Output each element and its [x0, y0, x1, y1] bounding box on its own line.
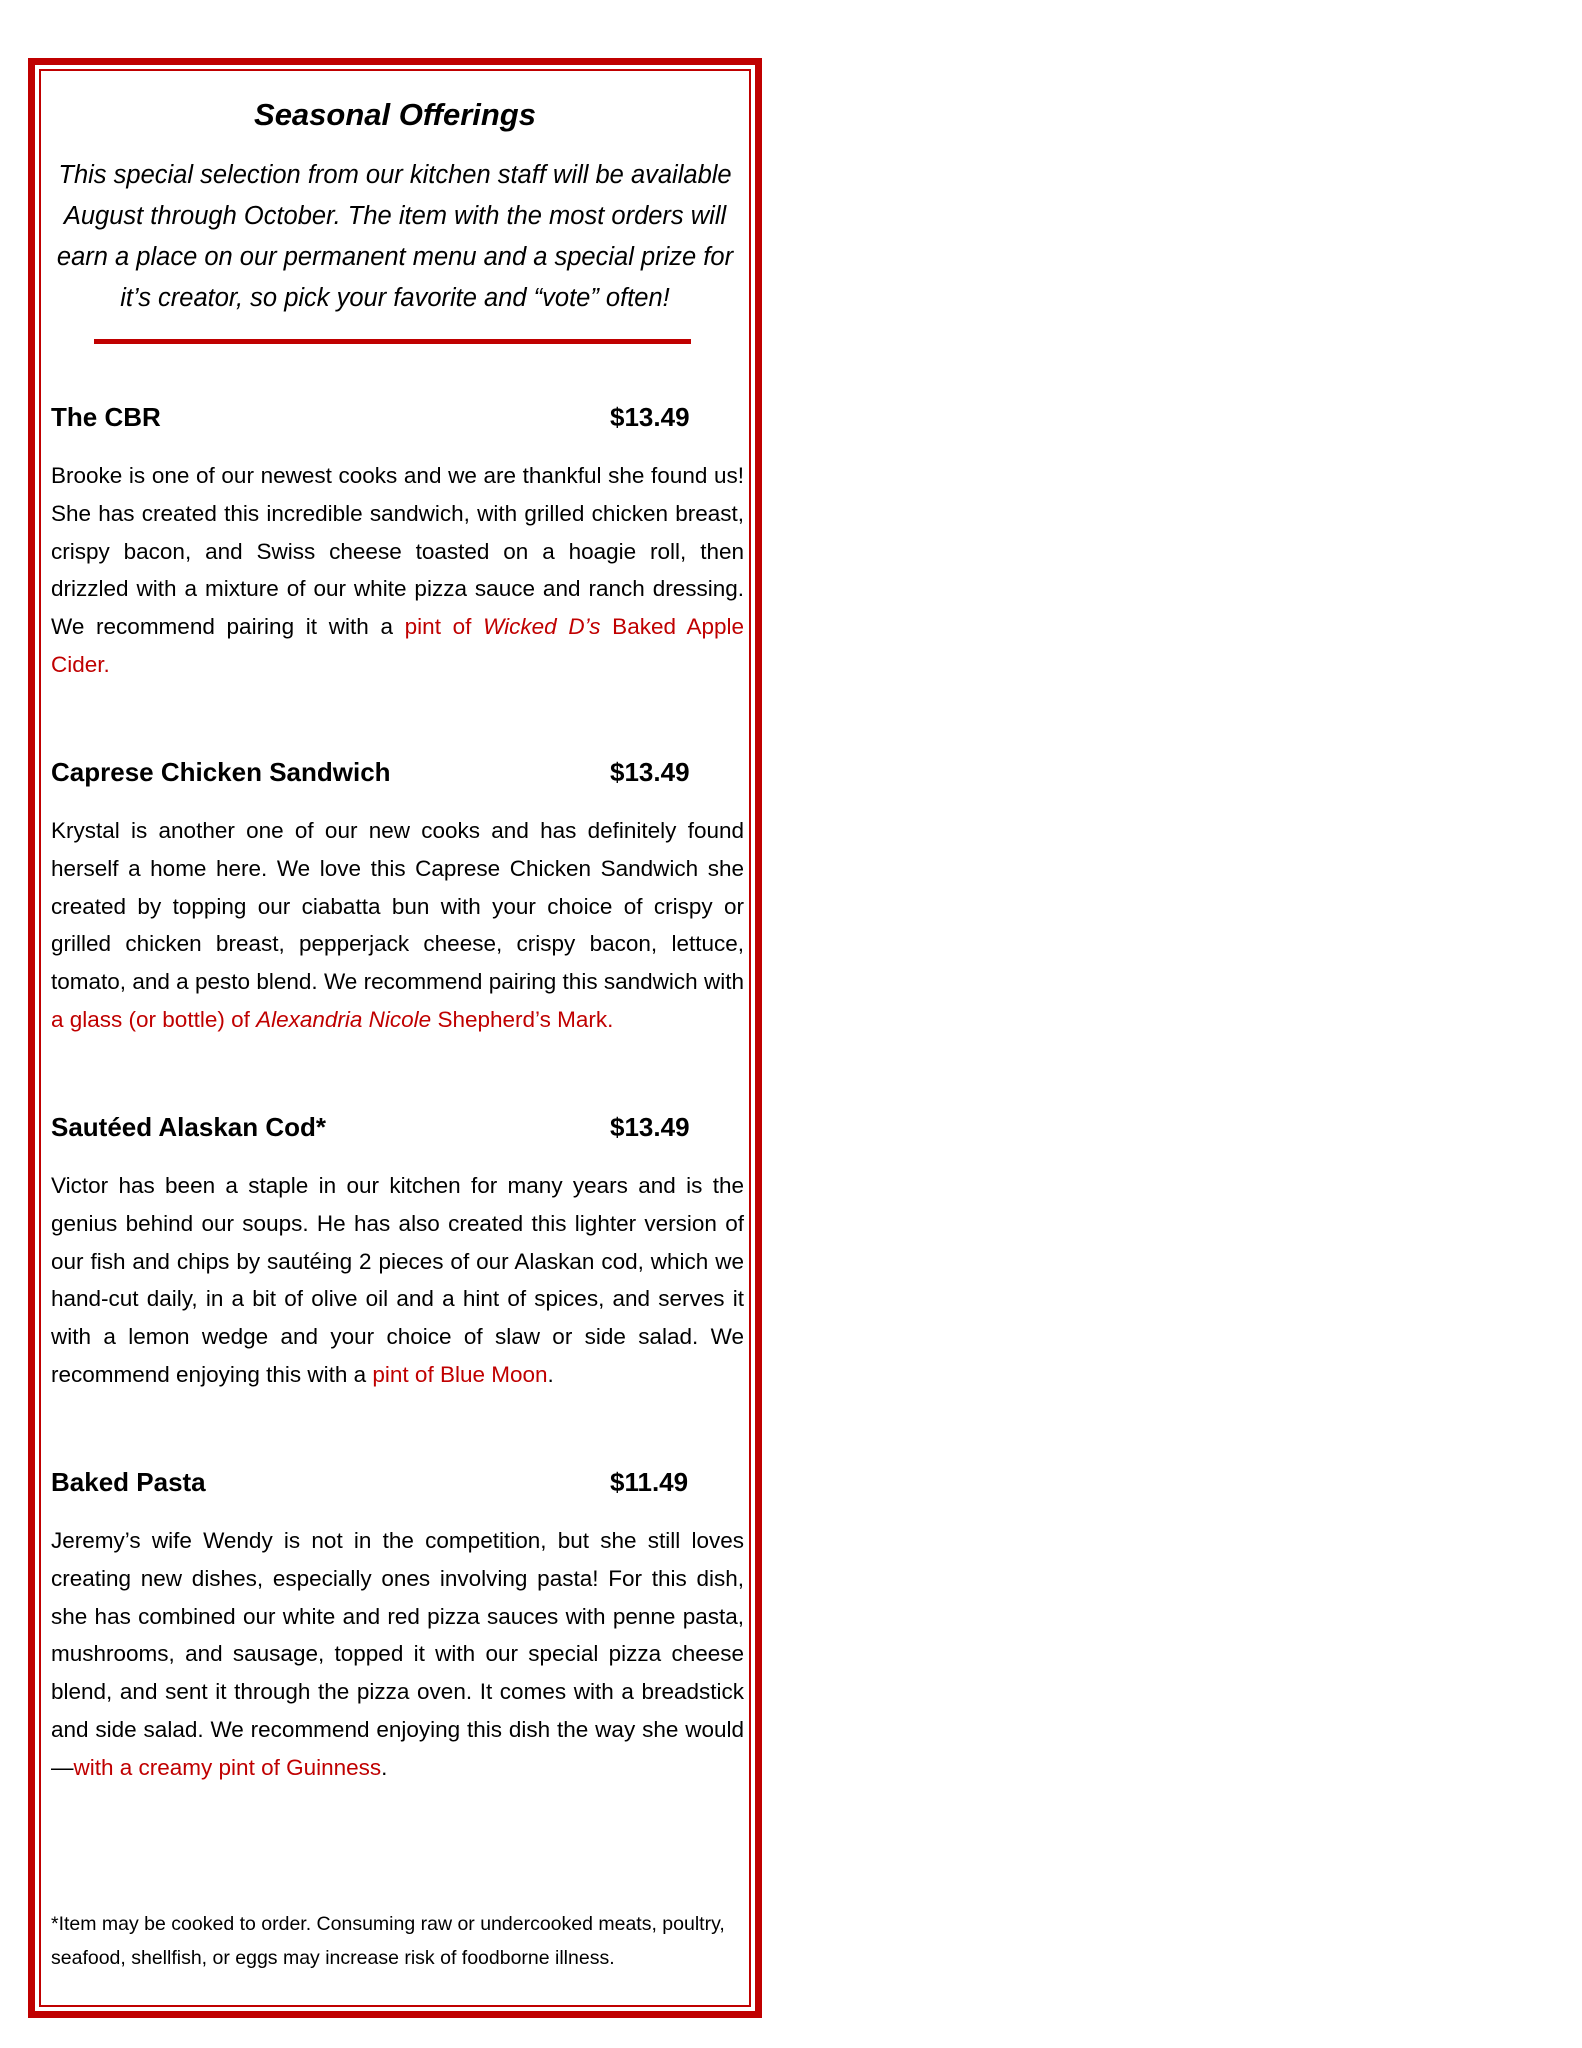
item-description — [51, 457, 744, 684]
item-description — [51, 1167, 744, 1394]
item-price: $11.49 — [610, 1467, 689, 1497]
menu-item-header — [51, 397, 739, 437]
pairing-text-part: a glass (or bottle) of — [51, 1006, 257, 1032]
title-divider — [94, 339, 691, 344]
item-description-text: Jeremy’s wife Wendy is not in the competition, but she still loves creating new dishes, especially ones involving pasta! For this dish, she has combined our white and red pizza sauces with penne pasta, mushrooms, and sausage, topped it with our special pizza cheese blend, and sent it through the pizza oven. It comes with a breadstick and side salad. We recommend enjoying this dish the way she would— — [51, 1528, 744, 1780]
pairing-brand: Alexandria Nicole — [256, 1006, 432, 1032]
item-description — [51, 1522, 744, 1787]
menu-card — [28, 58, 762, 2018]
menu-intro: This special selection from our kitchen staff will be available August through October. The item with the most orders will earn a place on our permanent menu and a special prize for it’s creator, so pick your favorite and “vote” often! — [56, 161, 734, 312]
item-description-text: Krystal is another one of our new cooks and has definitely found herself a home here. We love this Caprese Chicken Sandwich she created by topping our ciabatta bun with your choice of crispy or grilled chicken breast, pepperjack cheese, crispy bacon, lettuce, tomato, and a pesto blend. We recommend pairing this sandwich with — [51, 818, 744, 995]
pairing-text-part: Shepherd’s Mark. — [431, 1006, 614, 1032]
pairing-text-part: pint of Blue Moon — [372, 1361, 548, 1387]
item-description-end: . — [381, 1754, 388, 1780]
pairing-text — [74, 1755, 382, 1780]
menu-title: Seasonal Offerings — [254, 97, 536, 132]
pairing-text — [51, 1007, 613, 1032]
allergen-footnote: *Item may be cooked to order. Consuming raw or undercooked meats, poultry, seafood, shellfish, or eggs may increase risk of foodborne illness. — [51, 1913, 725, 1969]
menu-item-header — [51, 1462, 739, 1502]
item-description-text: Victor has been a staple in our kitchen for many years and is the genius behind our soups. He has also created this lighter version of our fish and chips by sautéing 2 pieces of our Alaskan cod, which we hand-cut daily, in a bit of olive oil and a hint of spices, and serves it with a lemon wedge and your choice of slaw or side salad. We recommend enjoying this with a — [51, 1173, 744, 1387]
item-name: Baked Pasta — [51, 1467, 206, 1497]
item-price: $13.49 — [610, 402, 690, 432]
item-description-end: . — [547, 1361, 554, 1387]
item-price: $13.49 — [610, 757, 690, 787]
pairing-text — [372, 1362, 547, 1387]
item-name: Sautéed Alaskan Cod* — [51, 1112, 327, 1142]
item-name: Caprese Chicken Sandwich — [51, 757, 391, 787]
menu-item-header — [51, 752, 739, 792]
menu-inner-border — [39, 69, 751, 2007]
item-description-text: Brooke is one of our newest cooks and we are thankful she found us! She has created this incredible sandwich, with grilled chicken breast, crispy bacon, and Swiss cheese toasted on a hoagie roll, then drizzled with a mixture of our white pizza sauce and ranch dressing. We recommend pairing it with a — [51, 463, 744, 640]
item-price: $13.49 — [610, 1112, 690, 1142]
pairing-text-part: Baked Apple Cider. — [51, 614, 744, 677]
item-description — [51, 812, 744, 1039]
menu-item-header — [51, 1107, 739, 1147]
pairing-brand: Wicked D’s — [483, 614, 601, 640]
pairing-text-part: pint of — [404, 614, 484, 640]
pairing-text-part: with a creamy pint of Guinness — [73, 1754, 382, 1780]
item-name: The CBR — [51, 402, 161, 432]
